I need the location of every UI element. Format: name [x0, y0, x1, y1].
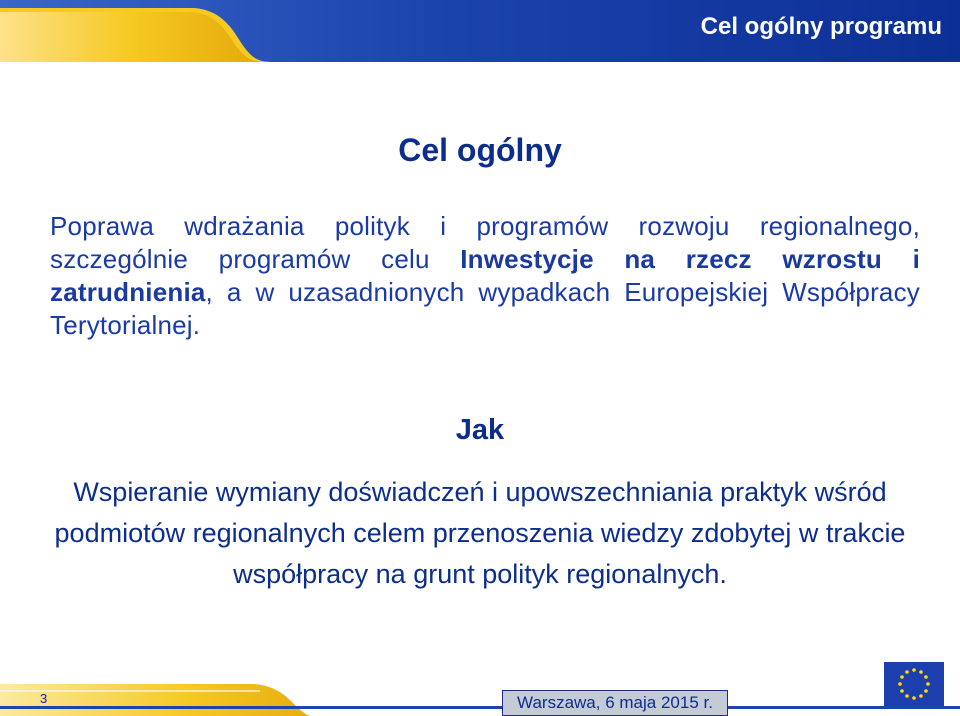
page-number: 3 — [40, 691, 48, 706]
how-text: Wspieranie wymiany doświadczeń i upowszechniania praktyk wśród podmiotów regionalnych celem przenoszenia wiedzy zdobytej w trakcie współpracy na grunt polityk regionalnych. — [54, 477, 906, 589]
slide-header-title: Cel ogólny programu — [700, 13, 942, 40]
footer-line — [0, 706, 960, 709]
footer-line-top — [0, 690, 260, 692]
eu-flag-icon — [884, 662, 944, 706]
goal-text-part-1: Poprawa wdrażania polityk i programów rozwoju regionalnego, szczególnie programów celu — [50, 211, 920, 274]
footer-band — [0, 676, 960, 716]
date-place-box: Warszawa, 6 maja 2015 r. — [502, 690, 728, 716]
goal-text-part-2: , a w uzasadnionych wypadkach Europejskiej Współpracy Terytorialnej. — [50, 277, 920, 340]
how-heading: Jak — [455, 414, 505, 446]
goal-heading: Cel ogólny — [398, 132, 562, 168]
goal-text — [50, 210, 920, 342]
goal-text-bold: Inwestycje na rzecz wzrostu i zatrudnienia — [50, 244, 920, 307]
